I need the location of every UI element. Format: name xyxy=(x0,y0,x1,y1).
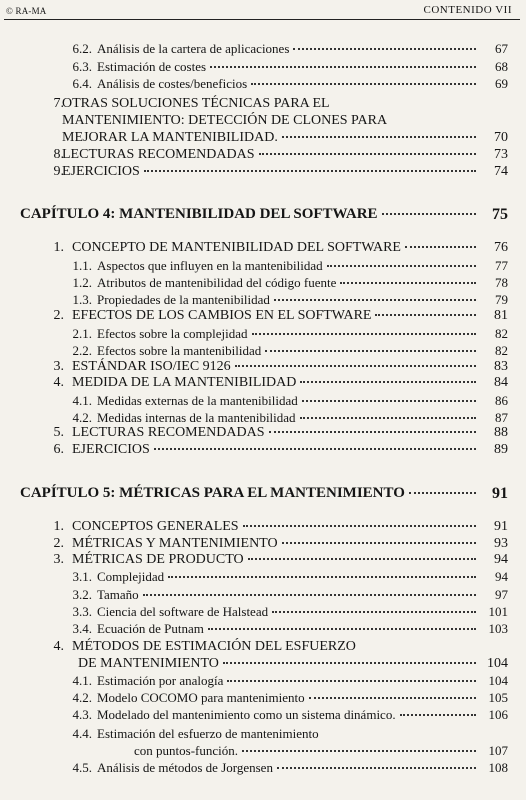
entry-number: 4. xyxy=(53,639,64,654)
dot-leader xyxy=(405,246,476,248)
dot-leader xyxy=(272,611,476,613)
entry-number: 4.3. xyxy=(72,707,92,722)
entry-title: EFECTOS DE LOS CAMBIOS EN EL SOFTWARE xyxy=(72,308,372,323)
entry-number: 7. xyxy=(53,96,64,111)
page-number: 94 xyxy=(495,569,508,584)
page-number: 82 xyxy=(495,343,508,358)
dot-leader xyxy=(265,350,476,352)
page-number: 76 xyxy=(494,240,508,255)
entry-number: 1.1. xyxy=(72,258,92,273)
entry-number: 3.3. xyxy=(72,604,92,619)
entry-number: 4. xyxy=(53,375,64,390)
dot-leader xyxy=(269,431,476,433)
entry-number: 4.1. xyxy=(72,393,92,408)
entry-title: CONCEPTOS GENERALES xyxy=(72,519,239,534)
page-number: 103 xyxy=(488,621,508,636)
entry-number: 9. xyxy=(53,164,64,179)
entry-number: 6.2. xyxy=(72,41,92,56)
dot-leader xyxy=(223,662,476,664)
entry-number: 8. xyxy=(53,147,64,162)
dot-leader xyxy=(208,628,476,630)
page-number: 74 xyxy=(494,164,508,179)
entry-title: Análisis de la cartera de aplicaciones xyxy=(97,41,290,56)
page-number: 88 xyxy=(494,425,508,440)
entry-number: 1. xyxy=(53,240,64,255)
entry-number: 2. xyxy=(53,536,64,551)
page-number: 67 xyxy=(495,41,508,56)
dot-leader xyxy=(144,170,476,172)
entry-title: LECTURAS RECOMENDADAS xyxy=(62,147,255,162)
entry-number: 2.2. xyxy=(72,343,92,358)
entry-title-line: OTRAS SOLUCIONES TÉCNICAS PARA EL xyxy=(62,96,330,111)
page-number: 69 xyxy=(495,76,508,91)
dot-leader xyxy=(143,594,476,596)
entry-title: Efectos sobre la complejidad xyxy=(97,326,248,341)
entry-title-line: MÉTODOS DE ESTIMACIÓN DEL ESFUERZO xyxy=(72,639,356,654)
page-number: 108 xyxy=(488,760,508,775)
entry-title: EJERCICIOS xyxy=(62,164,140,179)
dot-leader xyxy=(227,680,476,682)
entry-number: 4.5. xyxy=(72,760,92,775)
dot-leader xyxy=(259,153,476,155)
entry-title: Modelado del mantenimiento como un sistema dinámico. xyxy=(97,707,396,722)
entry-number: 3. xyxy=(53,359,64,374)
entry-title: LECTURAS RECOMENDADAS xyxy=(72,425,265,440)
page-number: 107 xyxy=(488,743,508,758)
dot-leader xyxy=(235,365,476,367)
dot-leader xyxy=(327,265,476,267)
entry-number: 1. xyxy=(53,519,64,534)
page-number: 93 xyxy=(494,536,508,551)
entry-title: CONCEPTO DE MANTENIBILIDAD DEL SOFTWARE xyxy=(72,240,401,255)
page-number: 89 xyxy=(494,442,508,457)
entry-number: 3.1. xyxy=(72,569,92,584)
dot-leader xyxy=(168,576,476,578)
entry-title: Aspectos que influyen en la mantenibilidad xyxy=(97,258,323,273)
dot-leader xyxy=(251,83,476,85)
page-number: 78 xyxy=(495,275,508,290)
entry-title: Análisis de métodos de Jorgensen xyxy=(97,760,273,775)
dot-leader xyxy=(382,213,476,215)
page-number: 79 xyxy=(495,292,508,307)
publisher-mark: © RA-MA xyxy=(6,6,47,16)
dot-leader xyxy=(409,492,476,494)
entry-number: 3.2. xyxy=(72,587,92,602)
dot-leader xyxy=(243,525,476,527)
entry-title: Ciencia del software de Halstead xyxy=(97,604,269,619)
entry-title: ESTÁNDAR ISO/IEC 9126 xyxy=(72,359,231,374)
entry-title: Modelo COCOMO para mantenimiento xyxy=(97,690,305,705)
entry-number: 2.1. xyxy=(72,326,92,341)
page-number: 68 xyxy=(495,59,508,74)
entry-title: MÉTRICAS DE PRODUCTO xyxy=(72,552,244,567)
page-number: 91 xyxy=(494,519,508,534)
chapter-title: CAPÍTULO 4: MANTENIBILIDAD DEL SOFTWARE xyxy=(20,206,378,222)
page-number: 101 xyxy=(488,604,508,619)
entry-title-line: MANTENIMIENTO: DETECCIÓN DE CLONES PARA xyxy=(62,113,388,128)
entry-number: 1.3. xyxy=(72,292,92,307)
entry-number: 6.4. xyxy=(72,76,92,91)
page-number: 91 xyxy=(492,485,508,502)
entry-number: 4.4. xyxy=(72,726,92,741)
page-number: 70 xyxy=(494,130,508,145)
entry-title: Estimación por analogía xyxy=(97,673,224,688)
dot-leader xyxy=(340,282,476,284)
dot-leader xyxy=(282,136,476,138)
entry-title: DE MANTENIMIENTO xyxy=(78,656,219,671)
entry-number: 2. xyxy=(53,308,64,323)
page-number: 84 xyxy=(494,375,508,390)
dot-leader xyxy=(282,542,476,544)
dot-leader xyxy=(274,299,476,301)
entry-title: Análisis de costes/beneficios xyxy=(97,76,248,91)
page-number: 106 xyxy=(488,707,508,722)
dot-leader xyxy=(400,714,476,716)
entry-number: 4.2. xyxy=(72,690,92,705)
entry-title: Atributos de mantenibilidad del código fuente xyxy=(97,275,337,290)
dot-leader xyxy=(300,417,476,419)
entry-title: Complejidad xyxy=(97,569,165,584)
page-number: 87 xyxy=(495,410,508,425)
entry-title: MEDIDA DE LA MANTENIBILIDAD xyxy=(72,375,297,390)
dot-leader xyxy=(293,48,476,50)
page-number: 104 xyxy=(488,673,508,688)
dot-leader xyxy=(309,697,476,699)
entry-number: 1.2. xyxy=(72,275,92,290)
entry-number: 6. xyxy=(53,442,64,457)
entry-title: Medidas externas de la mantenibilidad xyxy=(97,393,298,408)
page-number: 82 xyxy=(495,326,508,341)
dot-leader xyxy=(210,66,476,68)
entry-number: 3.4. xyxy=(72,621,92,636)
entry-number: 6.3. xyxy=(72,59,92,74)
entry-number: 3. xyxy=(53,552,64,567)
page-number: 73 xyxy=(494,147,508,162)
dot-leader xyxy=(300,381,476,383)
entry-title: MEJORAR LA MANTENIBILIDAD. xyxy=(62,130,278,145)
page-number: 75 xyxy=(492,206,508,223)
entry-title: EJERCICIOS xyxy=(72,442,150,457)
entry-number: 4.2. xyxy=(72,410,92,425)
entry-title: Efectos sobre la mantenibilidad xyxy=(97,343,262,358)
dot-leader xyxy=(248,558,476,560)
entry-title: Medidas internas de la mantenibilidad xyxy=(97,410,296,425)
dot-leader xyxy=(252,333,476,335)
page-number: 104 xyxy=(487,656,508,671)
dot-leader xyxy=(154,448,476,450)
dot-leader xyxy=(302,400,476,402)
page-number: 105 xyxy=(488,690,508,705)
entry-title: MÉTRICAS Y MANTENIMIENTO xyxy=(72,536,278,551)
running-head: CONTENIDO VII xyxy=(423,4,512,16)
dot-leader xyxy=(277,767,476,769)
entry-title: con puntos-función. xyxy=(134,743,238,758)
page-number: 77 xyxy=(495,258,508,273)
entry-title: Estimación de costes xyxy=(97,59,207,74)
entry-title: Tamaño xyxy=(97,587,139,602)
page-number: 94 xyxy=(494,552,508,567)
dot-leader xyxy=(375,314,476,316)
entry-title: Propiedades de la mantenibilidad xyxy=(97,292,270,307)
page-number: 83 xyxy=(494,359,508,374)
entry-number: 4.1. xyxy=(72,673,92,688)
entry-title-line: Estimación del esfuerzo de mantenimiento xyxy=(97,726,319,741)
dot-leader xyxy=(242,750,476,752)
chapter-title: CAPÍTULO 5: MÉTRICAS PARA EL MANTENIMIENTO xyxy=(20,485,405,501)
page-number: 97 xyxy=(495,587,508,602)
page-number: 81 xyxy=(494,308,508,323)
entry-title: Ecuación de Putnam xyxy=(97,621,204,636)
entry-number: 5. xyxy=(53,425,64,440)
page-number: 86 xyxy=(495,393,508,408)
